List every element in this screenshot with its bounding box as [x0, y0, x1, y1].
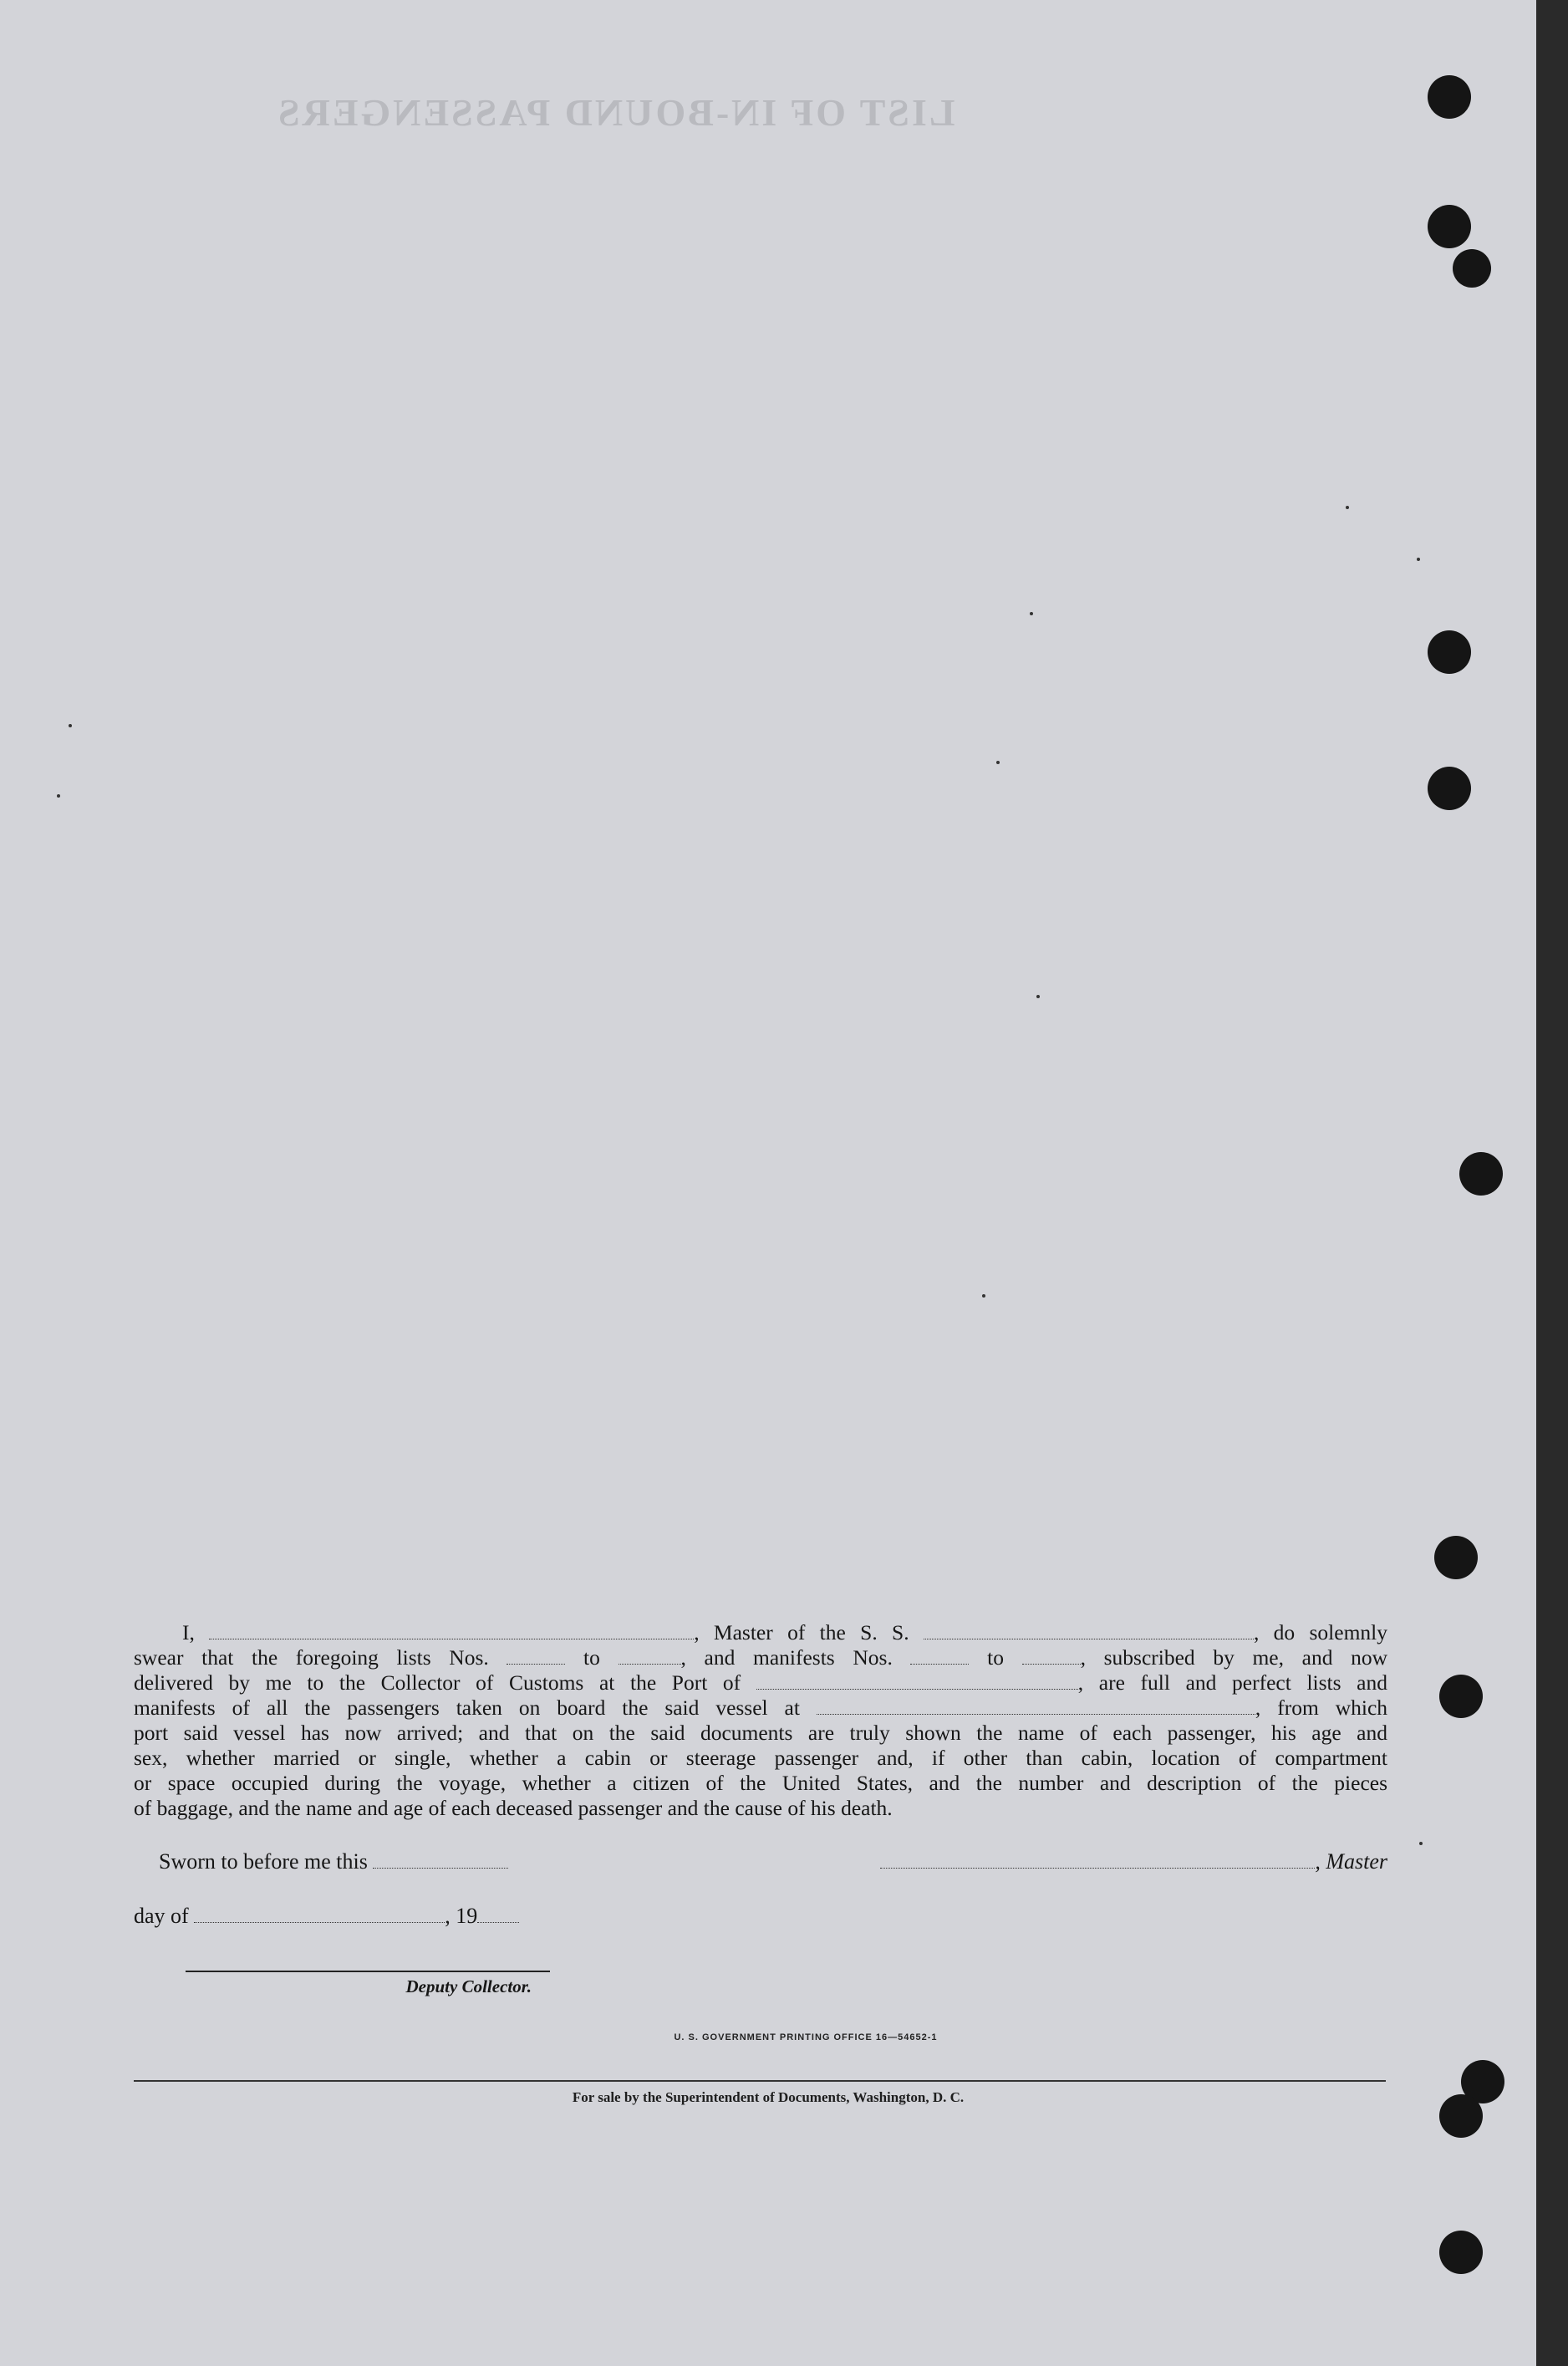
affidavit-text: to	[583, 1645, 600, 1670]
sworn-day-blank	[373, 1853, 508, 1869]
month-blank	[194, 1907, 445, 1923]
sale-notice: For sale by the Superintendent of Documents, Washington, D. C.	[572, 2089, 965, 2105]
affidavit-line-5: port said vessel has now arrived; and that on the said documents are truly shown the name of each passenger, his age and	[134, 1721, 1387, 1745]
master-signature	[863, 1849, 1387, 1874]
speck	[996, 761, 1000, 764]
affidavit-text: delivered by me to the Collector of Customs at the Port of	[134, 1670, 741, 1695]
speck	[1419, 1842, 1423, 1845]
scan-border	[1536, 0, 1568, 2366]
master-signature-blank	[880, 1853, 1315, 1869]
bleed-through-title: LIST OF IN-BOUND PASSENGERS	[276, 91, 955, 134]
punch-hole-2	[1428, 205, 1471, 248]
port-blank	[756, 1674, 1078, 1690]
manifests-to-blank	[1022, 1649, 1081, 1665]
speck	[982, 1294, 985, 1298]
affidavit-text: , are full and perfect lists and	[1077, 1670, 1388, 1695]
affidavit-text: , and manifests Nos.	[680, 1645, 893, 1670]
master-affidavit	[134, 1620, 1387, 1821]
vessel-name-blank	[924, 1624, 1254, 1639]
affidavit-text: , Master of the S. S.	[694, 1620, 909, 1644]
master-label: , Master	[1315, 1849, 1387, 1874]
affidavit-line-1	[134, 1620, 1387, 1645]
affidavit-line-4	[134, 1695, 1387, 1721]
gpo-imprint: U. S. GOVERNMENT PRINTING OFFICE 16—54652-1	[674, 2032, 938, 2042]
affidavit-text: , subscribed by me, and now	[1080, 1645, 1388, 1670]
affidavit-text: , do solemnly	[1253, 1620, 1388, 1644]
lists-to-blank	[619, 1649, 681, 1665]
punch-hole-5	[1428, 767, 1471, 810]
sworn-text: Sworn to before me this	[159, 1849, 368, 1874]
punch-hole-7	[1434, 1536, 1478, 1579]
affidavit-text: I,	[182, 1620, 195, 1644]
affidavit-text: swear that the foregoing lists Nos.	[134, 1645, 489, 1670]
speck	[1036, 995, 1040, 998]
day-of-text: day of	[134, 1904, 189, 1928]
punch-hole-3	[1453, 249, 1491, 288]
embarkation-port-blank	[817, 1699, 1255, 1715]
affidavit-line-6: sex, whether married or single, whether a cabin or steerage passenger and, if other than cabin, location of compartment	[134, 1746, 1387, 1770]
affidavit-text: manifests of all the passengers taken on board the said vessel at	[134, 1695, 800, 1720]
punch-hole-6	[1459, 1152, 1503, 1196]
year-prefix: , 19	[445, 1904, 478, 1928]
speck	[1417, 558, 1420, 561]
punch-hole-4	[1428, 630, 1471, 674]
punch-hole-8	[1439, 1675, 1483, 1718]
day-of-line	[134, 1904, 519, 1929]
affidavit-line-2	[134, 1645, 1387, 1670]
affidavit-line-7: or space occupied during the voyage, whether a citizen of the United States, and the number and description of the pieces	[134, 1771, 1387, 1795]
sworn-statement	[159, 1849, 508, 1874]
punch-hole-1	[1428, 75, 1471, 119]
year-blank	[477, 1907, 519, 1923]
speck	[1030, 612, 1033, 615]
manifests-from-blank	[910, 1649, 969, 1665]
deputy-collector-label: Deputy Collector.	[405, 1976, 532, 1996]
speck	[69, 724, 72, 727]
affidavit-text: to	[987, 1645, 1004, 1670]
speck	[1346, 506, 1349, 509]
lists-from-blank	[507, 1649, 565, 1665]
footer-rule	[134, 2080, 1386, 2082]
speck	[57, 794, 60, 798]
punch-hole-11	[1439, 2231, 1483, 2274]
affidavit-line-3	[134, 1670, 1387, 1695]
master-name-blank	[209, 1624, 694, 1639]
deputy-signature-line	[186, 1971, 550, 1972]
affidavit-text: , from which	[1255, 1695, 1388, 1720]
affidavit-line-8: of baggage, and the name and age of each deceased passenger and the cause of his death.	[134, 1796, 893, 1820]
